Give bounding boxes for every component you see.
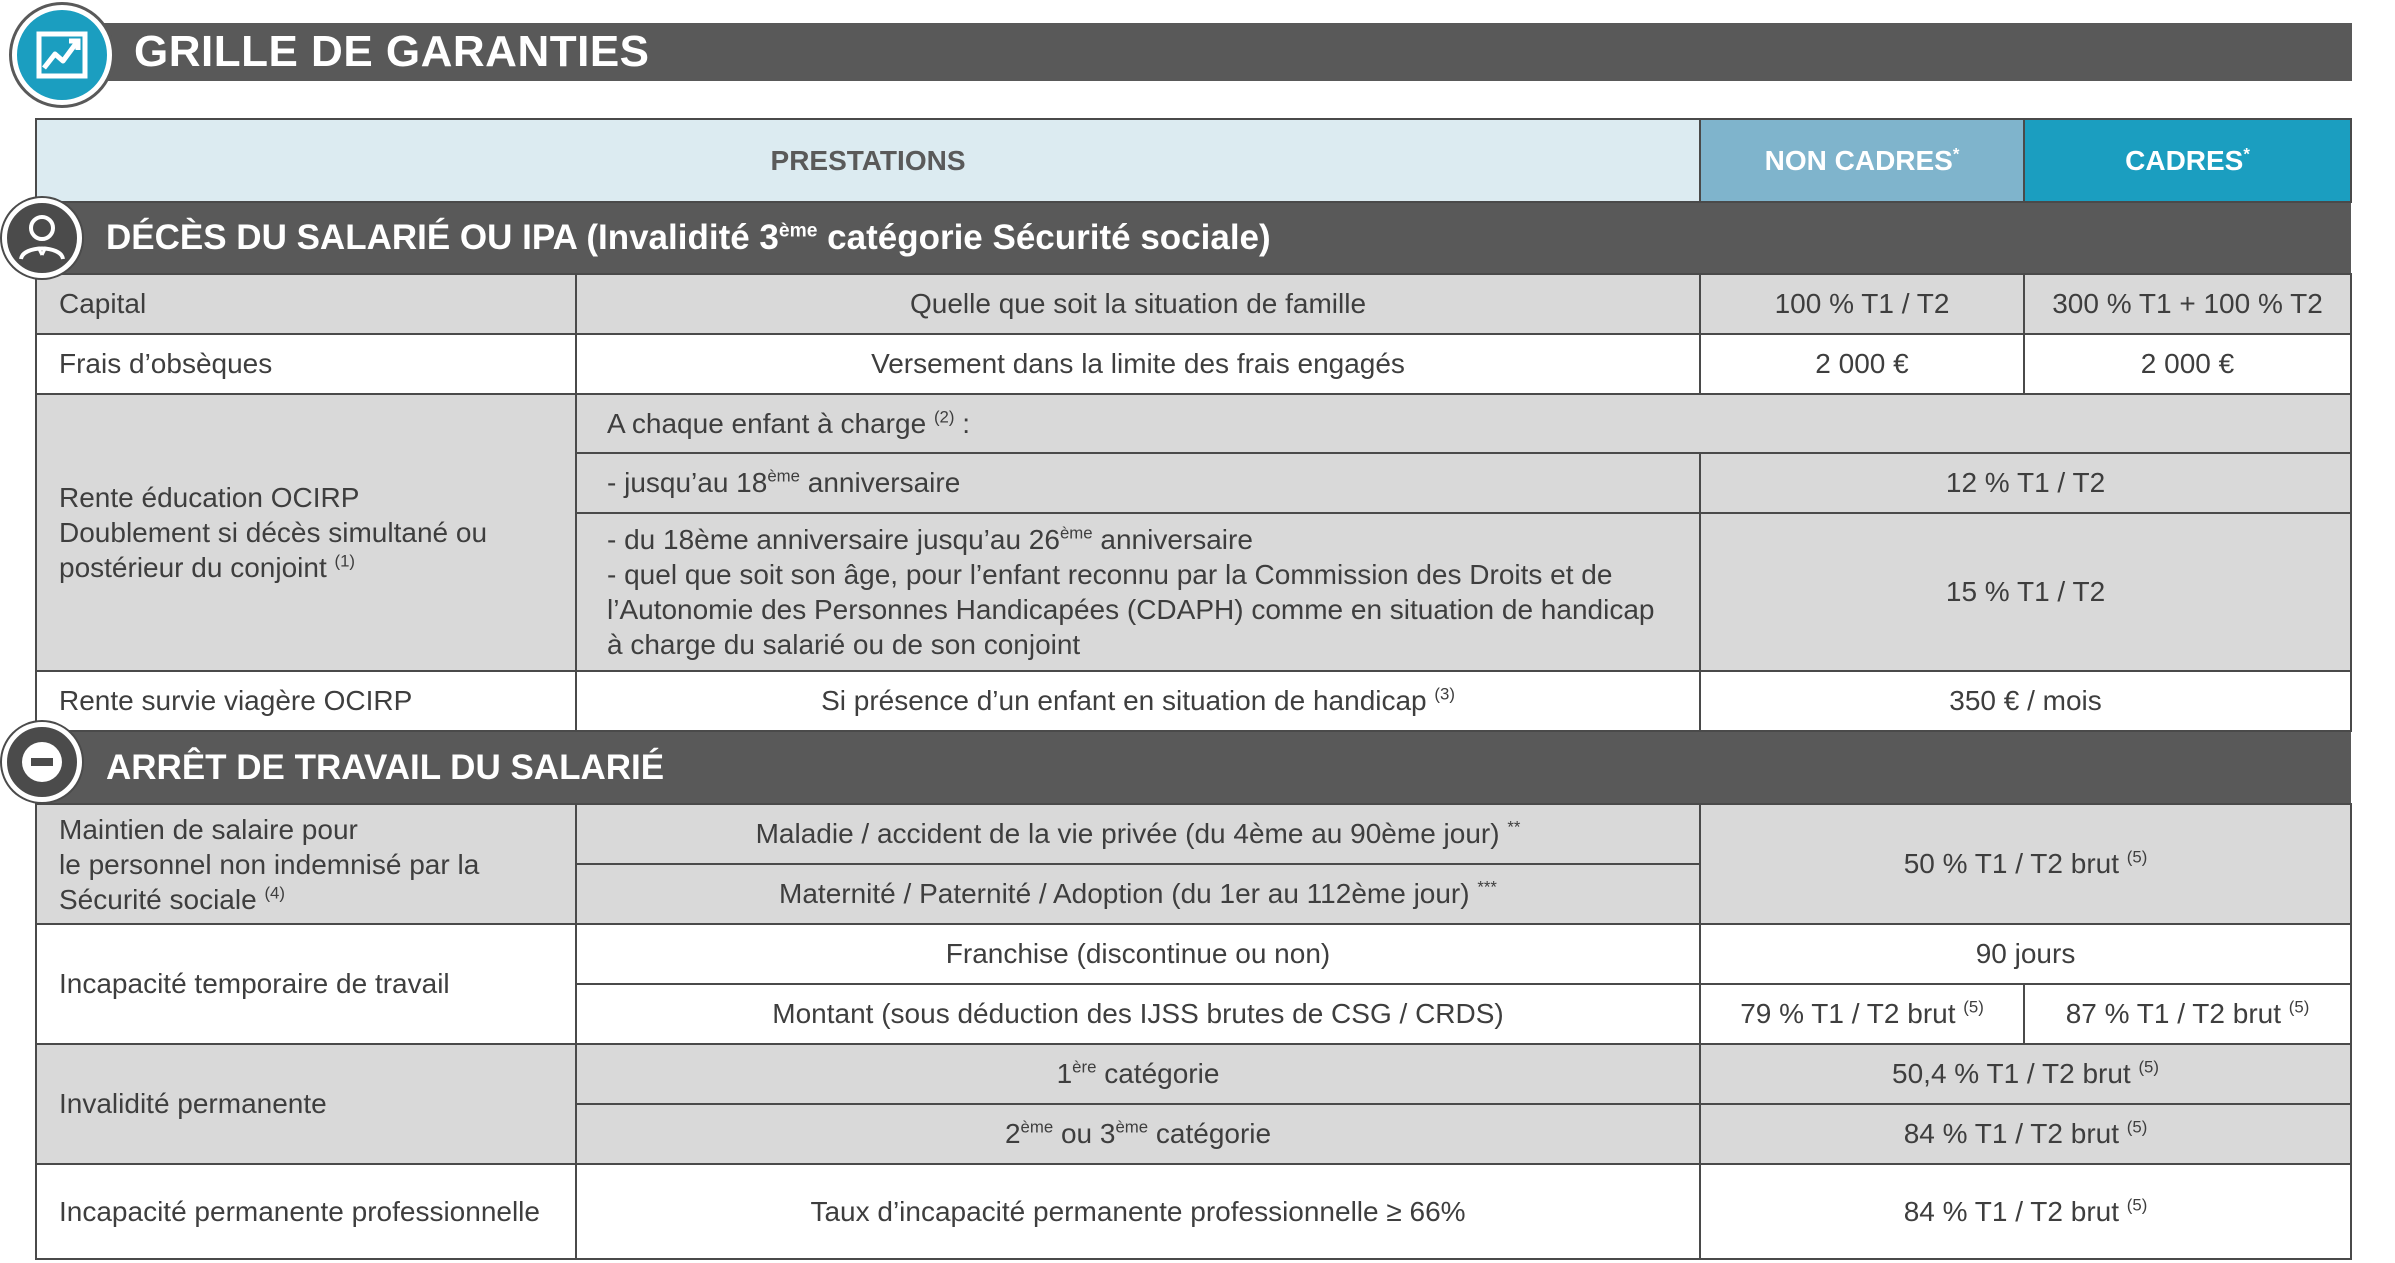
row-description: Versement dans la limite des frais engagés (576, 334, 1700, 394)
row-label: Capital (36, 274, 576, 334)
row-label: Maintien de salaire pour le personnel non indemnisé par la Sécurité sociale $^{(4)}$ (36, 804, 576, 924)
value-both: 12 % T1 / T2 (1700, 453, 2351, 513)
row-description: Maladie / accident de la vie privée (du 4ème au 90ème jour) ** (576, 804, 1700, 864)
table-row (36, 1044, 2351, 1104)
row-label: Incapacité permanente professionnelle (36, 1164, 576, 1259)
minus-circle-icon (7, 727, 77, 797)
section-deces-title: DÉCÈS DU SALARIÉ OU IPA (Invalidité 3ème catégorie Sécurité sociale) (36, 202, 2351, 274)
minus-icon-badge (2, 722, 82, 802)
value-both: 84 % T1 / T2 brut $^{(5)}$ (1700, 1164, 2351, 1259)
value-both: 50 % T1 / T2 brut $^{(5)}$ (1700, 804, 2351, 924)
section-arret-title: ARRÊT DE TRAVAIL DU SALARIÉ (36, 731, 2351, 804)
table-row (36, 274, 2351, 334)
row-description: Taux d’incapacité permanente professionnelle ≥ 66% (576, 1164, 1700, 1259)
section-arret (36, 731, 2351, 804)
value-cadres: 300 % T1 + 100 % T2 (2024, 274, 2351, 334)
row-description: 2ème ou 3ème catégorie (576, 1104, 1700, 1164)
row-description: Maternité / Paternité / Adoption (du 1er au 112ème jour) *** (576, 864, 1700, 924)
person-icon-badge (2, 198, 82, 278)
table-header (36, 119, 2351, 202)
value-non-cadres: 79 % T1 / T2 brut $^{(5)}$ (1700, 984, 2024, 1044)
row-label: Rente éducation OCIRP Doublement si décès simultané ou postérieur du conjoint $^{(1)}$ (36, 394, 576, 671)
value-non-cadres: 100 % T1 / T2 (1700, 274, 2024, 334)
table-row (36, 394, 2351, 453)
table-row (36, 1164, 2351, 1259)
guarantees-table (35, 118, 2352, 1260)
value-non-cadres: 2 000 € (1700, 334, 2024, 394)
row-description: Franchise (discontinue ou non) (576, 924, 1700, 984)
value-both: 84 % T1 / T2 brut $^{(5)}$ (1700, 1104, 2351, 1164)
row-description: Quelle que soit la situation de famille (576, 274, 1700, 334)
chart-icon (35, 28, 89, 82)
value-both: 350 € / mois (1700, 671, 2351, 731)
section-deces (36, 202, 2351, 274)
header-prestations: PRESTATIONS (36, 119, 1700, 202)
table-row (36, 334, 2351, 394)
page-title: GRILLE DE GARANTIES (134, 27, 650, 76)
row-description: Si présence d’un enfant en situation de handicap $^{(3)}$ (576, 671, 1700, 731)
row-label: Invalidité permanente (36, 1044, 576, 1164)
row-label: Frais d’obsèques (36, 334, 576, 394)
value-both: 50,4 % T1 / T2 brut $^{(5)}$ (1700, 1044, 2351, 1104)
title-logo (12, 5, 112, 105)
value-cadres: 87 % T1 / T2 brut $^{(5)}$ (2024, 984, 2351, 1044)
row-description: - du 18ème anniversaire jusqu’au 26ème anniversaire - quel que soit son âge, pour l’enfant reconnu par la Commission des Droits et de l’Autonomie des Personnes Handicapées (CDAPH) comme en situation de handicap à charge du salarié ou de son conjoint (576, 513, 1700, 671)
row-description: 1ère catégorie (576, 1044, 1700, 1104)
row-label: Rente survie viagère OCIRP (36, 671, 576, 731)
table-row (36, 924, 2351, 984)
row-label: Incapacité temporaire de travail (36, 924, 576, 1044)
header-non-cadres: NON CADRES* (1700, 119, 2024, 202)
value-cadres: 2 000 € (2024, 334, 2351, 394)
row-description: A chaque enfant à charge $^{(2)}$ : (576, 394, 2351, 453)
header-cadres: CADRES* (2024, 119, 2351, 202)
table-row (36, 804, 2351, 864)
row-description: - jusqu’au 18ème anniversaire (576, 453, 1700, 513)
value-both: 90 jours (1700, 924, 2351, 984)
table-row (36, 671, 2351, 731)
row-description: Montant (sous déduction des IJSS brutes de CSG / CRDS) (576, 984, 1700, 1044)
value-both: 15 % T1 / T2 (1700, 513, 2351, 671)
person-icon (7, 203, 77, 273)
